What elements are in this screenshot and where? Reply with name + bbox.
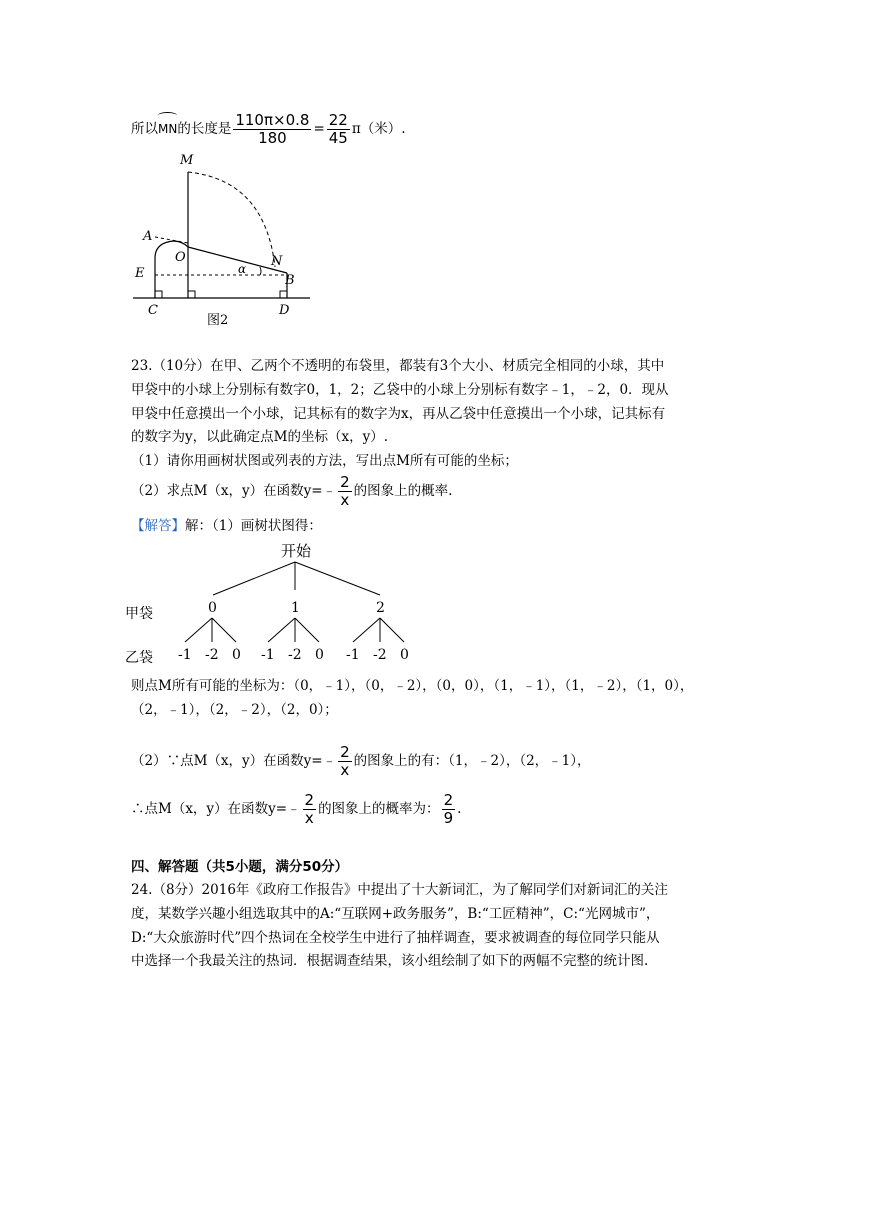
q24-line-1: 24.（8分）2016年《政府工作报告》中提出了十大新词汇，为了解同学们对新词汇的关注	[131, 882, 668, 898]
q23-part-2-prefix: （2）求点M（x，y）在函数y=﹣	[131, 483, 337, 499]
figure-caption: 图2	[207, 313, 229, 328]
result-fraction-2	[303, 792, 317, 827]
result-fraction-2-num: 2	[304, 791, 315, 809]
result-line-2: （2，﹣1），（2，﹣2），（2，0）；	[131, 702, 338, 718]
tree-row-label-yi: 乙袋	[125, 650, 153, 665]
right-angle-o	[188, 291, 195, 298]
intro-eq: =	[313, 121, 325, 137]
result-part-2-suffix: 的图象上的有：（1，﹣2），（2，﹣1），	[353, 753, 591, 769]
result-part-2	[131, 743, 591, 779]
intro-suffix: π（米）.	[351, 121, 406, 137]
q23-line-3: 甲袋中任意摸出一个小球，记其标有的数字为x，再从乙袋中任意摸出一个小球，记其标有	[131, 406, 666, 422]
fraction-1-num: 110π×0.8	[235, 111, 310, 129]
figure-2-diagram	[125, 150, 315, 330]
tree-root: 开始	[281, 542, 312, 560]
label-n: N	[271, 254, 283, 269]
q23-fraction	[338, 474, 352, 509]
dash-ao	[155, 237, 188, 243]
q24-line-4: 中选择一个我最关注的热词．根据调查结果，该小组绘制了如下的两幅不完整的统计图.	[131, 953, 649, 969]
right-angle-d	[280, 291, 287, 298]
tree-edge-1-2	[295, 618, 319, 642]
result-fraction-2-den: x	[304, 809, 314, 827]
label-d: D	[279, 303, 290, 318]
q24-line-2: 度，某数学兴趣小组选取其中的A:“互联网+政务服务”，B:“工匠精神”，C:“光网城市”，	[131, 906, 660, 922]
tree-level-1-group	[208, 600, 385, 616]
fraction-2	[327, 112, 350, 147]
probability-fraction	[442, 792, 456, 827]
tree-edge-0-2	[212, 618, 236, 642]
label-c: C	[148, 303, 158, 318]
arc-label: MN	[158, 114, 177, 144]
q23-fraction-den: x	[340, 491, 350, 509]
tree-level-2-group	[178, 618, 409, 663]
arc-length-line	[131, 112, 406, 147]
result-line-1: 则点M所有可能的坐标为：（0，﹣1），（0，﹣2），（0，0），（1，﹣1），（1，﹣2），（1，0），	[131, 678, 694, 694]
q23-fraction-num: 2	[340, 473, 350, 491]
q23-line-4: 的数字为y，以此确定点M的坐标（x，y）.	[131, 429, 388, 445]
tree-node-yi-1-1: -2	[288, 647, 302, 663]
tree-edge-2-0	[353, 618, 380, 642]
result-part-2-prefix: （2）∵点M（x，y）在函数y=﹣	[131, 753, 337, 769]
label-e: E	[135, 266, 145, 281]
section-4-heading: 四、解答题（共5小题，满分50分）	[131, 859, 349, 875]
intro-mid: 的长度是	[177, 121, 232, 137]
tree-row-label-jia: 甲袋	[125, 606, 153, 622]
q24-line-3: D:“大众旅游时代”四个热词在全校学生中进行了抽样调查，要求被调查的每位同学只能从	[131, 930, 660, 946]
label-alpha: α	[238, 262, 247, 276]
result-part-3	[131, 791, 461, 827]
tree-node-yi-2-0: -1	[346, 647, 360, 663]
arc-mn	[188, 172, 275, 267]
q23-part-2	[131, 473, 452, 509]
tree-node-jia-2: 2	[376, 600, 385, 616]
label-b: B	[285, 273, 295, 288]
tree-node-jia-1: 1	[291, 600, 300, 616]
result-part-3-prefix: ∴点M（x，y）在函数y=﹣	[131, 801, 301, 817]
result-fraction-1-den: x	[340, 761, 350, 779]
fraction-2-den: 45	[328, 129, 348, 147]
answer-text: 解：（1）画树状图得：	[185, 518, 322, 534]
tree-node-jia-0: 0	[208, 600, 217, 616]
probability-num: 2	[443, 791, 454, 809]
label-m: M	[180, 153, 194, 168]
fraction-2-num: 22	[328, 111, 348, 129]
q23-line-1: 23.（10分）在甲、乙两个不透明的布袋里，都装有3个大小、材质完全相同的小球，其中	[131, 358, 665, 374]
tree-diagram	[125, 540, 425, 665]
intro-prefix: 所以	[131, 121, 158, 137]
q23-line-2: 甲袋中的小球上分别标有数字0，1，2；乙袋中的小球上分别标有数字﹣1，﹣2，0．现从	[131, 382, 669, 398]
fraction-1-den: 180	[258, 129, 287, 147]
tree-node-yi-1-0: -1	[261, 647, 275, 663]
tree-edge-2-2	[380, 618, 404, 642]
tree-edge-1-0	[268, 618, 295, 642]
tree-branch-0	[213, 562, 295, 595]
tree-node-yi-0-0: -1	[178, 647, 192, 663]
right-angle-c	[155, 291, 162, 298]
q23-part-2-suffix: 的图象上的概率.	[353, 483, 453, 499]
answer-heading	[131, 516, 322, 536]
tree-node-yi-1-2: 0	[315, 647, 324, 663]
label-a: A	[143, 229, 153, 244]
tree-node-yi-0-1: -2	[205, 647, 219, 663]
result-part-3-end: .	[457, 801, 462, 817]
result-fraction-1-num: 2	[340, 743, 350, 761]
result-part-3-mid: 的图象上的概率为：	[318, 801, 440, 817]
label-o: O	[175, 250, 186, 265]
tree-branch-2	[295, 562, 380, 595]
tree-edge-0-0	[185, 618, 212, 642]
answer-tag: 【解答】	[131, 518, 185, 534]
result-fraction-1	[338, 744, 352, 779]
q23-part-1: （1）请你用画树状图或列表的方法，写出点M所有可能的坐标；	[131, 453, 518, 469]
fraction-1	[233, 112, 311, 147]
angle-alpha-arc	[260, 267, 261, 275]
tree-node-yi-2-1: -2	[373, 647, 387, 663]
tree-node-yi-0-2: 0	[232, 647, 241, 663]
probability-den: 9	[443, 809, 454, 827]
tree-node-yi-2-2: 0	[400, 647, 409, 663]
